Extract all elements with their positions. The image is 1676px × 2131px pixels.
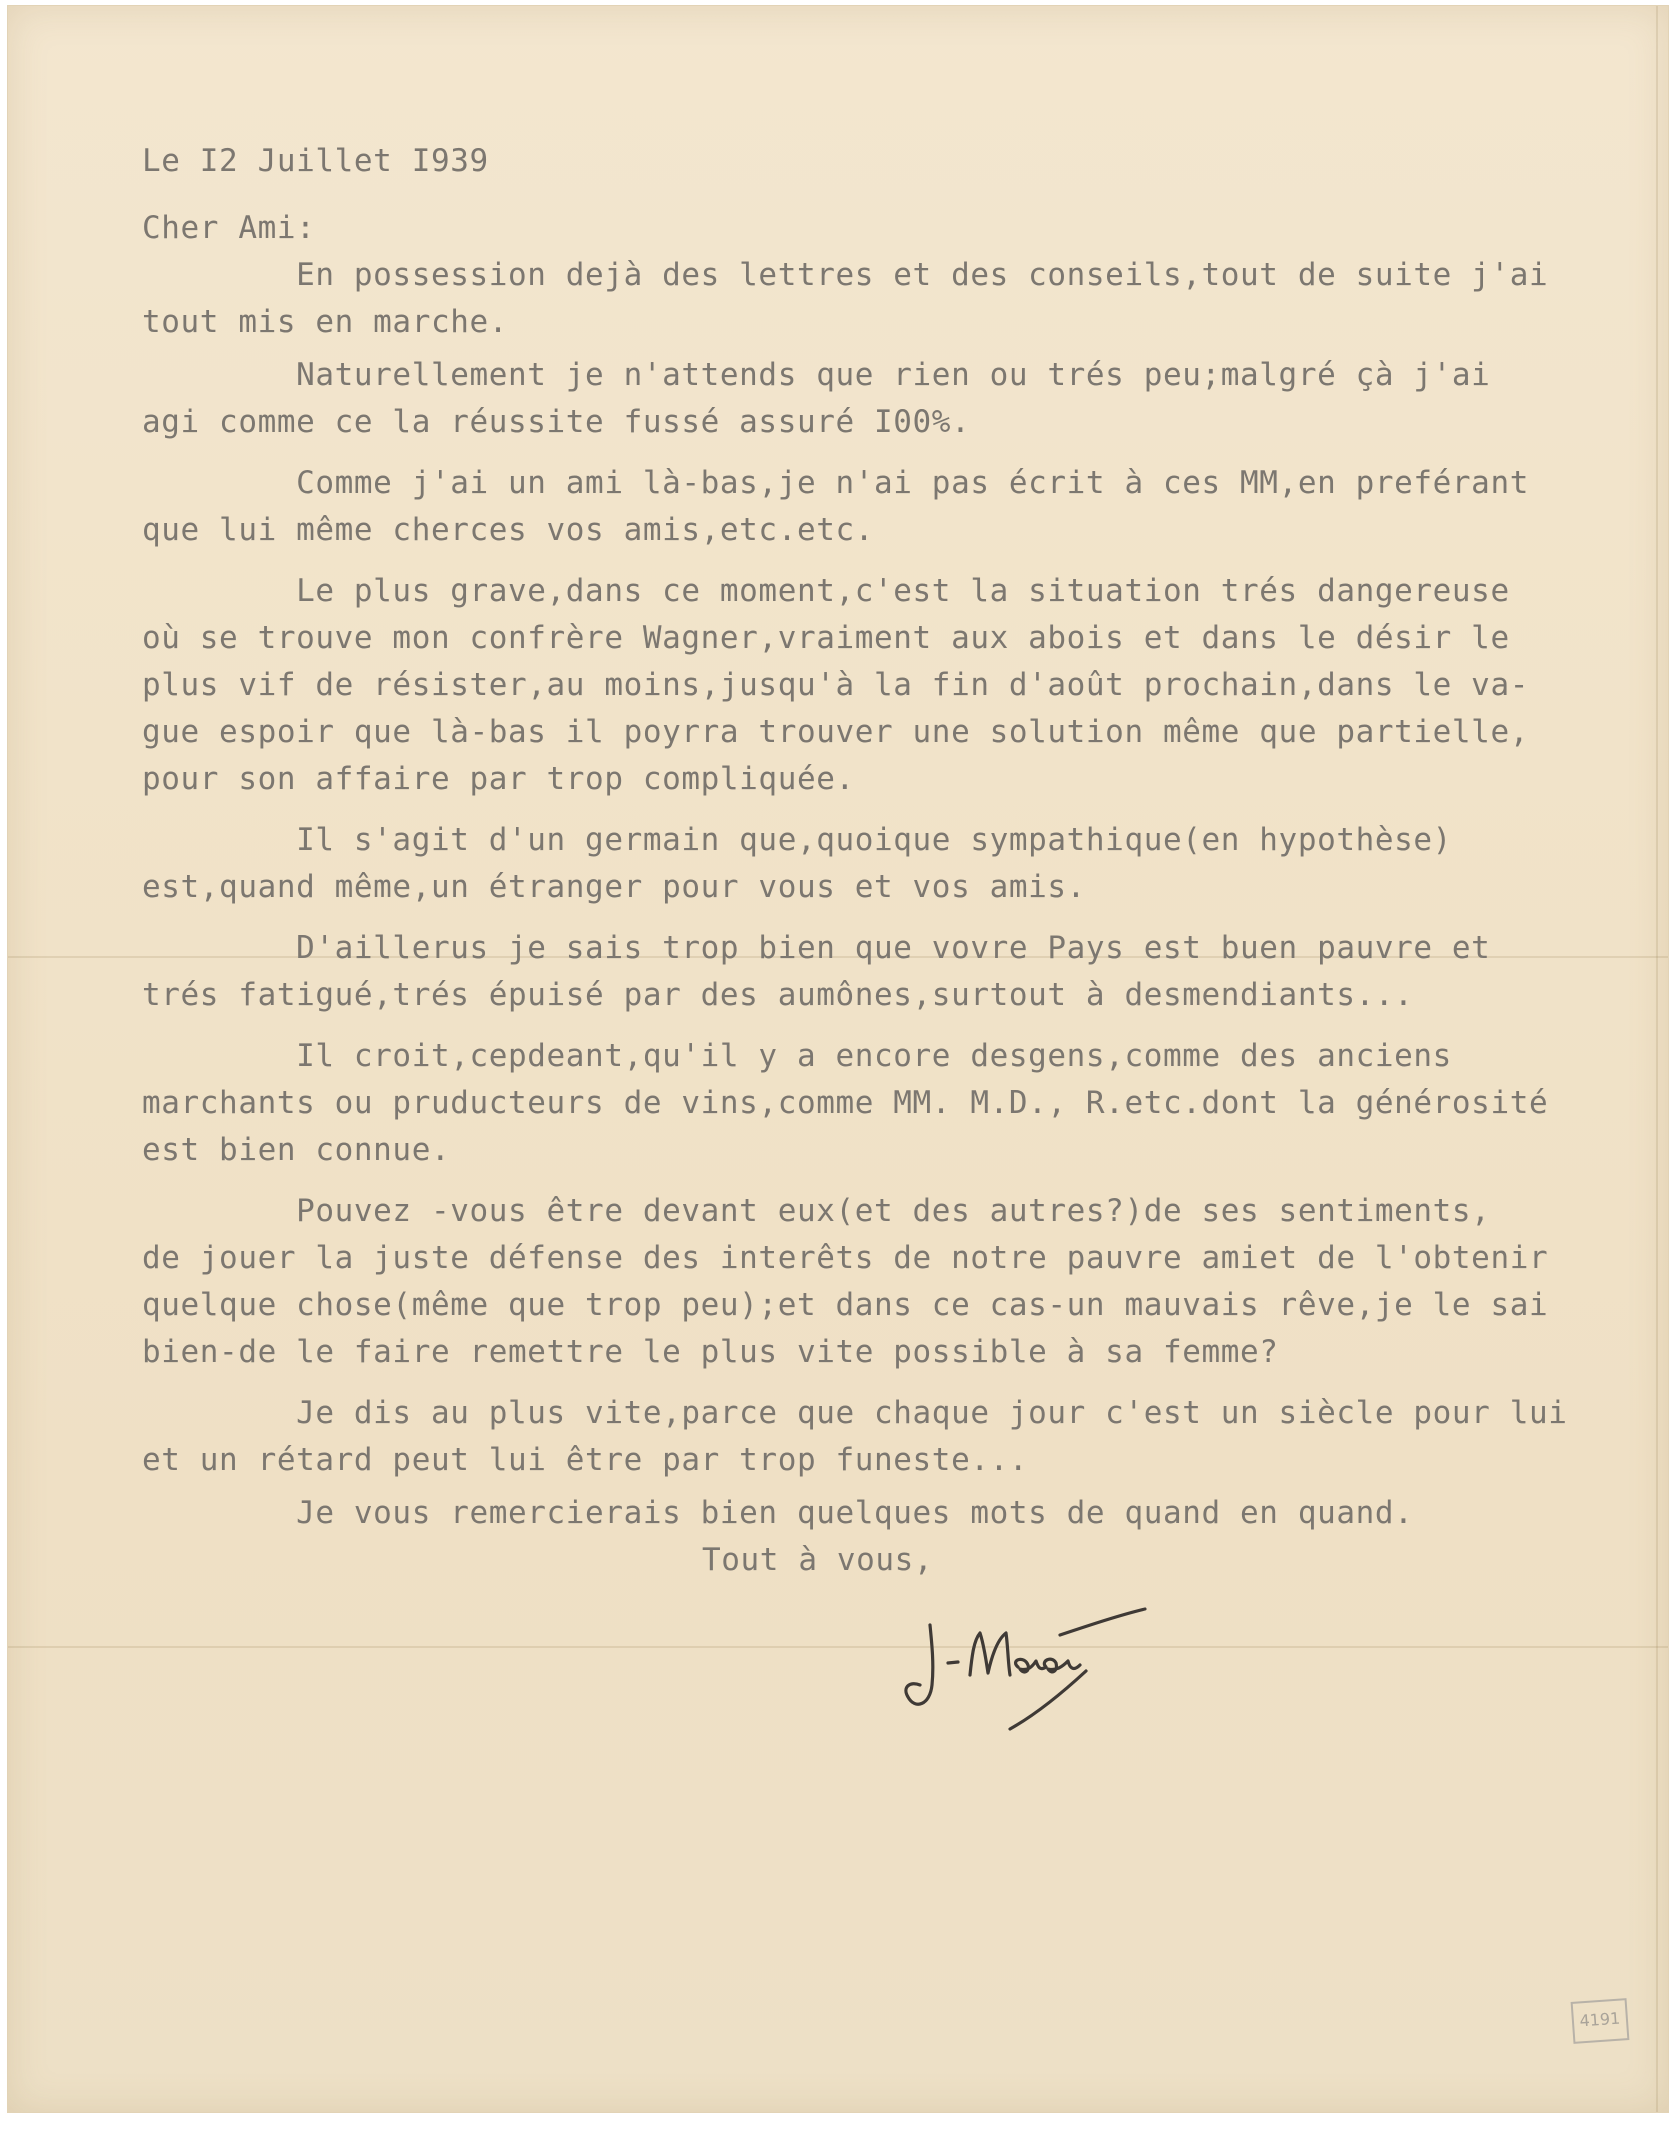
text-line: En possession dejà des lettres et des conseils,tout de suite j'ai <box>142 257 1549 293</box>
text-line: gue espoir que là-bas il poyrra trouver une solution même que partielle, <box>142 714 1529 750</box>
letter-closing: Tout à vous, <box>702 1542 934 1578</box>
text-line: Naturellement je n'attends que rien ou trés peu;malgré çà j'ai <box>142 357 1491 393</box>
archive-stamp: 4191 <box>1571 1998 1630 2044</box>
text-line: que lui même cherces vos amis,etc.etc. <box>142 512 875 548</box>
text-line: est bien connue. <box>142 1132 451 1168</box>
text-line: plus vif de résister,au moins,jusqu'à la fin d'août prochain,dans le va- <box>142 667 1529 703</box>
text-line: marchants ou pruducteurs de vins,comme MM. M.D., R.etc.dont la générosité <box>142 1085 1549 1121</box>
text-line: de jouer la juste défense des interêts de notre pauvre amiet de l'obtenir <box>142 1240 1549 1276</box>
text-line: Comme j'ai un ami là-bas,je n'ai pas écrit à ces MM,en preférant <box>142 465 1529 501</box>
text-line: Pouvez -vous être devant eux(et des autres?)de ses sentiments, <box>142 1193 1491 1229</box>
text-line: Il s'agit d'un germain que,quoique sympathique(en hypothèse) <box>142 822 1452 858</box>
handwritten-signature <box>890 1605 1160 1735</box>
fold-crease <box>8 1646 1668 1648</box>
text-line: pour son affaire par trop compliquée. <box>142 761 855 797</box>
text-line: Le plus grave,dans ce moment,c'est la situation trés dangereuse <box>142 573 1510 609</box>
letter-body <box>142 138 1622 1584</box>
text-line: est,quand même,un étranger pour vous et vos amis. <box>142 869 1086 905</box>
letter-salutation: Cher Ami: <box>142 210 316 246</box>
letter-date: Le I2 Juillet I939 <box>142 143 489 179</box>
text-line: D'aillerus je sais trop bien que vovre Pays est buen pauvre et <box>142 930 1491 966</box>
text-line: agi comme ce la réussite fussé assuré I00%. <box>142 404 971 440</box>
text-line: trés fatigué,trés épuisé par des aumônes,surtout à desmendiants... <box>142 977 1414 1013</box>
text-line: Je dis au plus vite,parce que chaque jour c'est un siècle pour lui <box>142 1395 1568 1431</box>
text-line: bien-de le faire remettre le plus vite possible à sa femme? <box>142 1334 1279 1370</box>
text-line: où se trouve mon confrère Wagner,vraiment aux abois et dans le désir le <box>142 620 1510 656</box>
text-line: Je vous remercierais bien quelques mots de quand en quand. <box>142 1495 1414 1531</box>
text-line: tout mis en marche. <box>142 304 509 340</box>
fold-crease <box>1656 6 1658 2112</box>
text-line: Il croit,cepdeant,qu'il y a encore desgens,comme des anciens <box>142 1038 1452 1074</box>
text-line: et un rétard peut lui être par trop funeste... <box>142 1442 1029 1478</box>
text-line: quelque chose(même que trop peu);et dans ce cas-un mauvais rêve,je le sai <box>142 1287 1549 1323</box>
